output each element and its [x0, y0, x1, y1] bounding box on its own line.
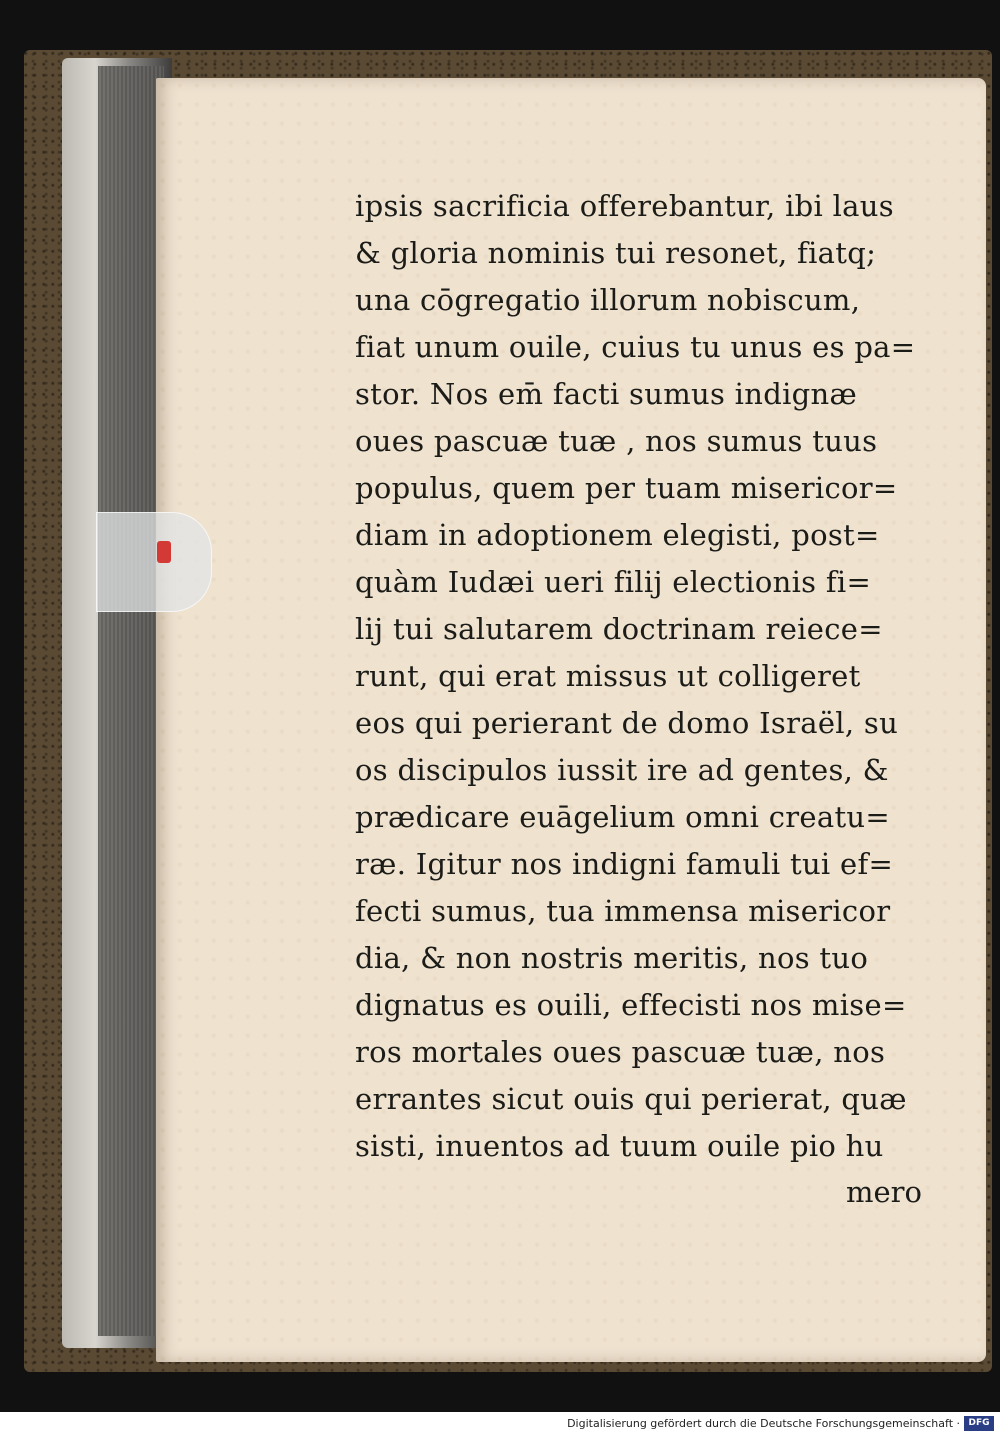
text-line: dia, & non nostris meritis, nos tuo: [355, 941, 869, 975]
text-line: errantes sicut ouis qui perierat, quæ: [355, 1082, 907, 1116]
text-line: quàm Iudæi ueri filij electionis fi=: [355, 565, 872, 599]
catchword-row: [340, 1172, 940, 1212]
catchword: mero: [846, 1175, 922, 1209]
footer-bar: [0, 1412, 1000, 1435]
page-edges: [98, 66, 164, 1336]
text-line: eos qui perierant de domo Israël, su: [355, 706, 899, 740]
text-line: populus, quem per tuam misericor=: [355, 471, 898, 505]
page-text: [355, 183, 945, 1170]
text-line: una cōgregatio illorum nobiscum,: [355, 283, 861, 317]
text-line: ræ. Igitur nos indigni famuli tui ef=: [355, 847, 894, 881]
text-line: & gloria nominis tui resonet, fiatq;: [355, 236, 877, 270]
red-mark: [157, 541, 171, 563]
text-line: prædicare euāgelium omni creatu=: [355, 800, 891, 834]
text-line: dignatus es ouili, effecisti nos mise=: [355, 988, 907, 1022]
text-line: runt, qui erat missus ut colligeret: [355, 659, 861, 693]
funding-note: Digitalisierung gefördert durch die Deutsche Forschungsgemeinschaft ·: [567, 1417, 960, 1430]
text-line: sisti, inuentos ad tuum ouile pio hu: [355, 1129, 884, 1163]
text-line: ros mortales oues pascuæ tuæ, nos: [355, 1035, 886, 1069]
text-line: fecti sumus, tua immensa misericor: [355, 894, 891, 928]
text-line: lij tui salutarem doctrinam reiece=: [355, 612, 883, 646]
text-line: stor. Nos em̄ facti sumus indignæ: [355, 377, 858, 411]
text-line: ipsis sacrificia offerebantur, ibi laus: [355, 189, 894, 223]
text-line: fiat unum ouile, cuius tu unus es pa=: [355, 330, 916, 364]
text-line: os discipulos iussit ire ad gentes, &: [355, 753, 889, 787]
page-clip: [96, 512, 212, 612]
text-line: oues pascuæ tuæ , nos sumus tuus: [355, 424, 878, 458]
text-line: diam in adoptionem elegisti, post=: [355, 518, 880, 552]
dfg-logo: DFG: [964, 1416, 994, 1431]
